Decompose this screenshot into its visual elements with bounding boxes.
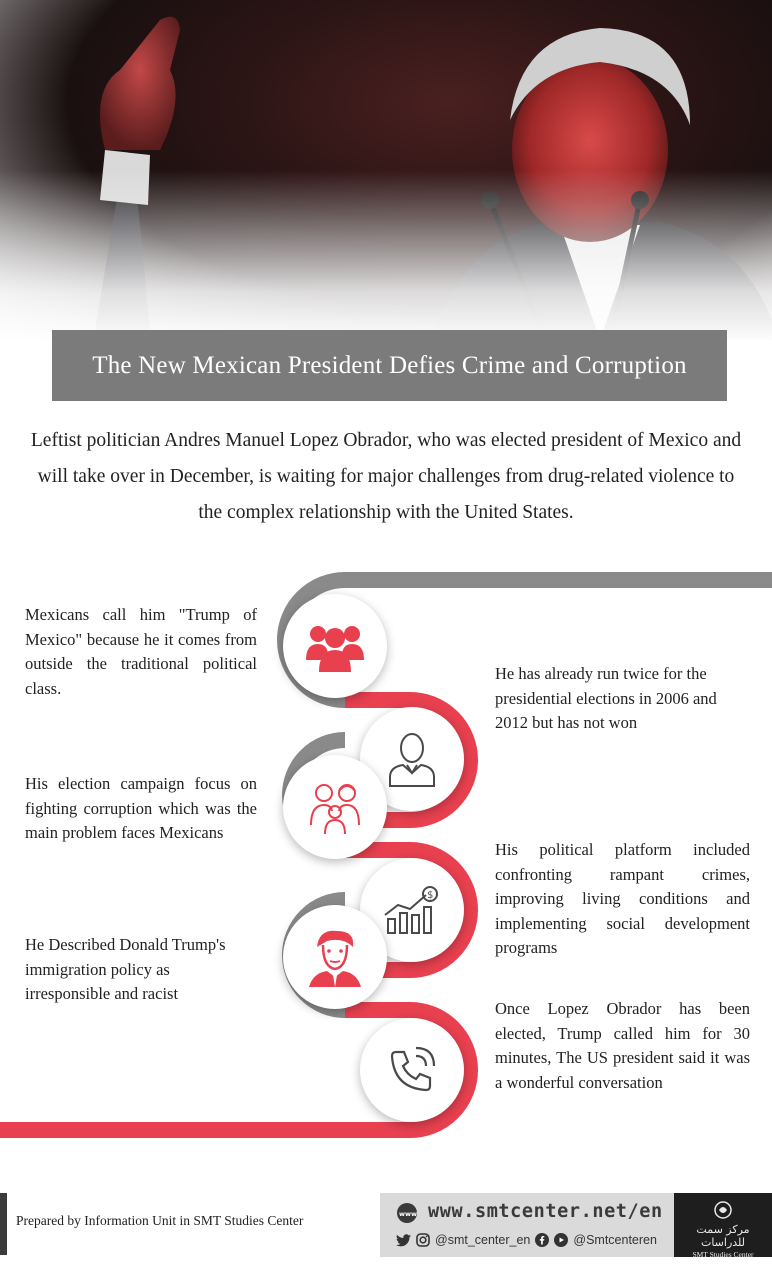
- logo-arabic-name: مركز سمت للدراسات: [696, 1223, 750, 1249]
- website-link[interactable]: www.smtcenter.net/en: [428, 1201, 663, 1222]
- footer-accent-bar: [0, 1193, 7, 1255]
- page-title: The New Mexican President Defies Crime and Corruption: [92, 351, 687, 379]
- hero-photo: [0, 0, 772, 340]
- trump-portrait-icon: [283, 905, 387, 1009]
- footer-credit: Prepared by Information Unit in SMT Studies Center: [16, 1213, 304, 1228]
- svg-text:$: $: [427, 890, 434, 901]
- fact-political-platform: His political platform included confronting rampant crimes, improving living conditions and implementing social development programs: [495, 840, 750, 957]
- logo-english-name: SMT Studies Center: [692, 1250, 754, 1259]
- twitter-icon[interactable]: [396, 1234, 411, 1247]
- youtube-icon[interactable]: [554, 1233, 568, 1247]
- social-handles: [396, 1233, 657, 1247]
- intro-paragraph: Leftist politician Andres Manuel Lopez Obrador, who was elected president of Mexico and will take over in December, is waiting for major challenges from drug-related violence to the complex relationship with the United States.: [30, 430, 742, 523]
- facebook-icon[interactable]: [535, 1233, 549, 1247]
- family-icon: [283, 755, 387, 859]
- fact-ran-twice: He has already run twice for the presidential elections in 2006 and 2012 but has not won: [495, 664, 717, 732]
- smt-logo-mark-icon: [714, 1201, 732, 1219]
- globe-icon: [396, 1202, 418, 1224]
- handle-twitter-instagram[interactable]: @smt_center_en: [435, 1233, 531, 1247]
- group-icon: [283, 594, 387, 698]
- timeline: [0, 560, 772, 1140]
- handle-facebook-youtube[interactable]: @Smtcenteren: [573, 1233, 657, 1247]
- phone-call-icon: [360, 1018, 464, 1122]
- fact-trump-of-mexico: Mexicans call him "Trump of Mexico" because he it comes from outside the traditional political class.: [25, 605, 257, 698]
- instagram-icon[interactable]: [416, 1233, 430, 1247]
- fact-anti-corruption: His election campaign focus on fighting corruption which was the main problem faces Mexicans: [25, 774, 257, 842]
- smt-logo: [674, 1193, 772, 1257]
- fact-trump-call: Once Lopez Obrador has been elected, Trump called him for 30 minutes, The US president said it was a wonderful conversation: [495, 999, 750, 1092]
- svg-text:www: www: [399, 1210, 418, 1218]
- fact-immigration-policy: He Described Donald Trump's immigration policy as irresponsible and racist: [25, 935, 226, 1003]
- title-banner: [52, 330, 727, 401]
